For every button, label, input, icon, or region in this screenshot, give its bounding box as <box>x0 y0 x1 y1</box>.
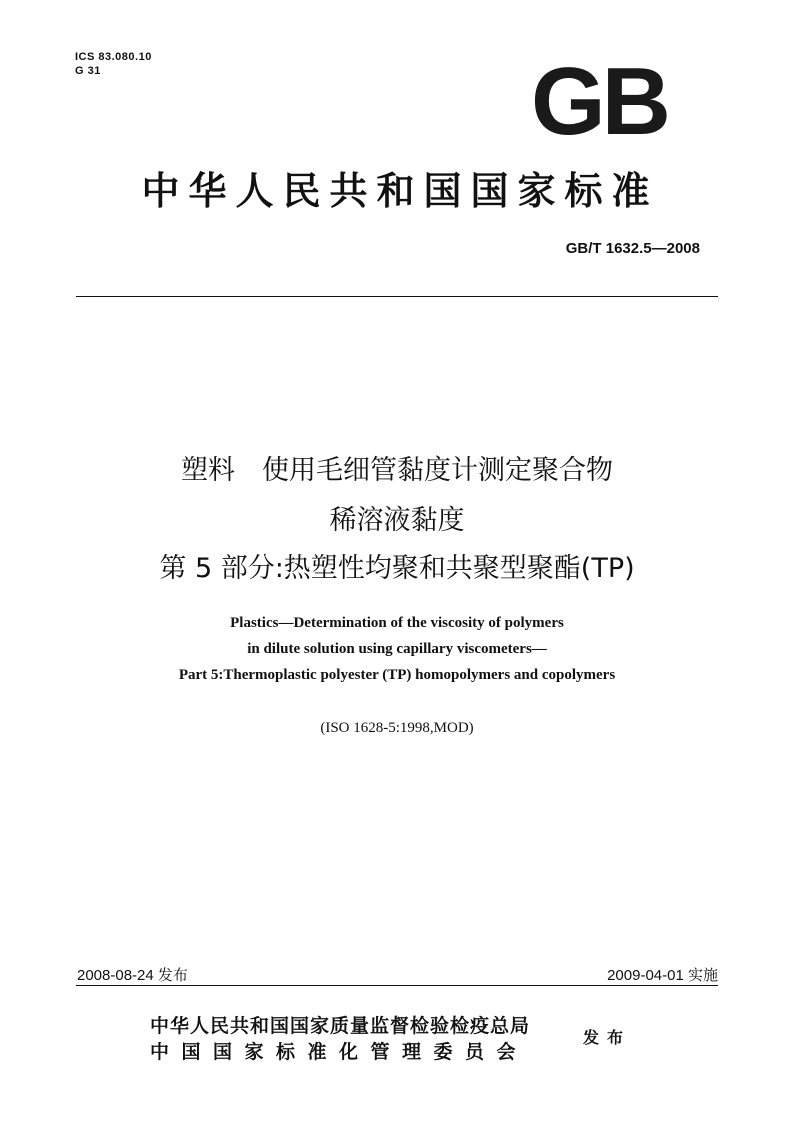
title-cn-line3: 第 5 部分:热塑性均聚和共聚型聚酯(TP) <box>159 553 635 584</box>
svg-text:GB: GB <box>531 60 667 142</box>
title-cn-line1: 塑料 使用毛细管黏度计测定聚合物 <box>181 455 613 486</box>
classification-block <box>75 50 152 78</box>
top-divider <box>76 296 718 297</box>
issuer-line2: 中国国家标准化管理委员会 <box>150 1041 529 1063</box>
ics-code: ICS 83.080.10 <box>75 51 152 63</box>
title-en-line3: Part 5:Thermoplastic polyester (TP) homopolymers and copolymers <box>178 667 616 683</box>
issue-date: 2008-08-24 发布 <box>77 967 188 984</box>
title-en-line2: in dilute solution using capillary viscometers— <box>247 641 547 657</box>
category-code: G 31 <box>75 65 101 77</box>
standard-number: GB/T 1632.5—2008 <box>565 240 700 257</box>
title-en-line1: Plastics—Determination of the viscosity of polymers <box>230 615 564 631</box>
issuer-line1: 中华人民共和国国家质量监督检验检疫总局 <box>150 1015 531 1037</box>
gb-logo <box>519 60 679 142</box>
publish-label: 发布 <box>583 1028 632 1047</box>
title-cn-line2: 稀溶液黏度 <box>329 505 465 536</box>
national-standard-title: 中华人民共和国国家标准 <box>141 168 659 213</box>
bottom-divider <box>76 985 718 986</box>
effective-date: 2009-04-01 实施 <box>607 967 718 984</box>
iso-reference: (ISO 1628-5:1998,MOD) <box>320 720 474 736</box>
